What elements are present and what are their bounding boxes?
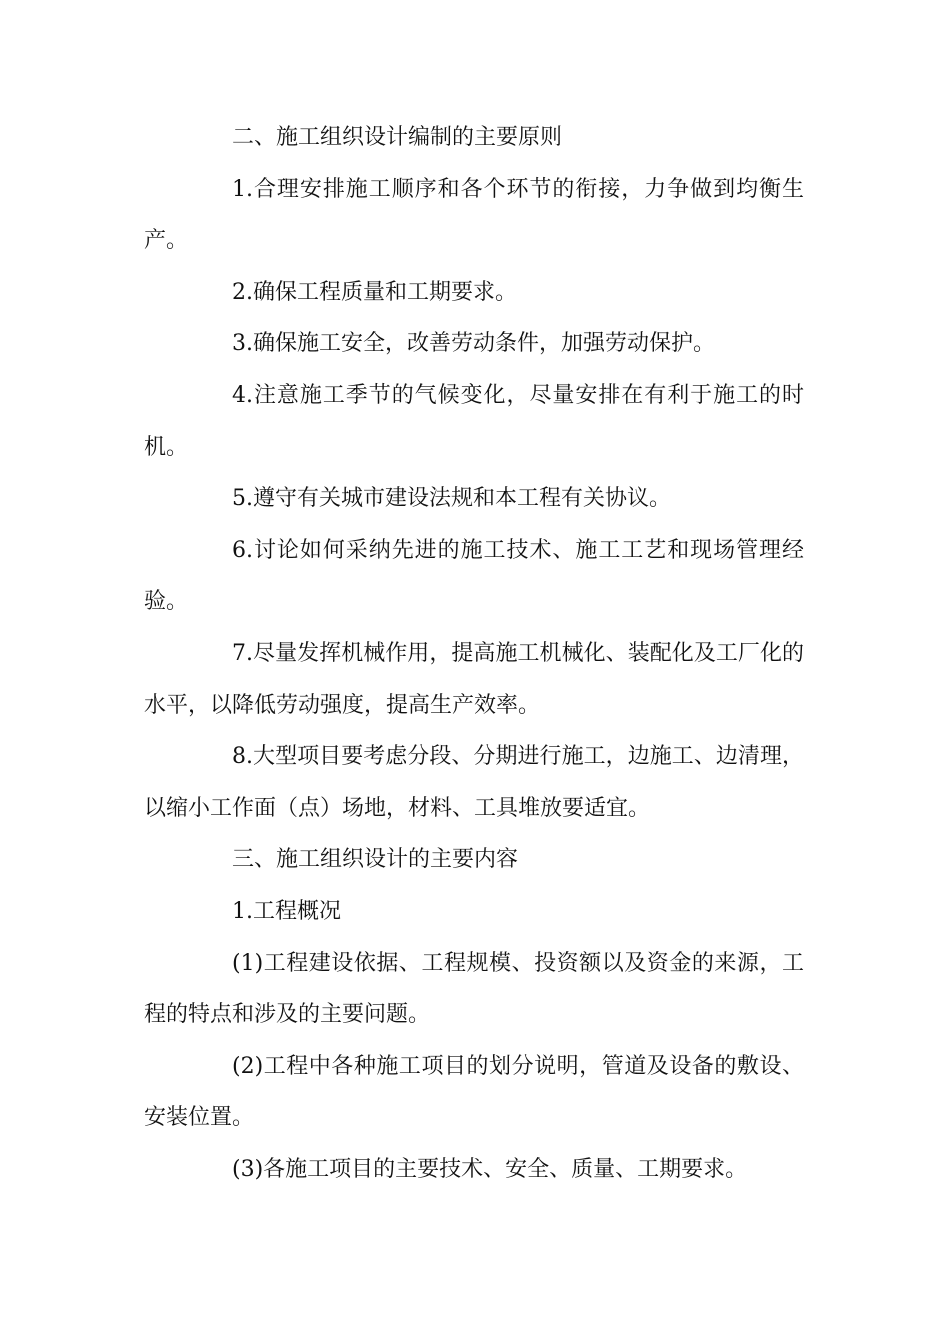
paragraph: 3.确保施工安全，改善劳动条件，加强劳动保护。 — [232, 331, 715, 357]
subsection-heading: 1.工程概况 — [232, 898, 341, 924]
document-body — [144, 112, 804, 1195]
paragraph: (1)工程建设依据、工程规模、投资额以及资金的来源，工程的特点和涉及的主要问题。 — [144, 950, 804, 1028]
paragraph: (3)各施工项目的主要技术、安全、质量、工期要求。 — [232, 1156, 748, 1182]
paragraph: 8.大型项目要考虑分段、分期进行施工，边施工、边清理，以缩小工作面（点）场地，材料、工具堆放要适宜。 — [144, 744, 804, 821]
paragraph: 5.遵守有关城市建设法规和本工程有关协议。 — [232, 486, 671, 512]
paragraph: 4.注意施工季节的气候变化，尽量安排在有利于施工的时机。 — [144, 382, 804, 460]
paragraph: 1.合理安排施工顺序和各个环节的衔接，力争做到均衡生产。 — [144, 176, 804, 254]
section-heading-principles: 二、施工组织设计编制的主要原则 — [232, 125, 563, 150]
paragraph: (2)工程中各种施工项目的划分说明，管道及设备的敷设、安装位置。 — [144, 1053, 804, 1131]
paragraph: 6.讨论如何采纳先进的施工技术、施工工艺和现场管理经验。 — [144, 537, 804, 615]
paragraph: 2.确保工程质量和工期要求。 — [232, 279, 517, 305]
section-heading-contents: 三、施工组织设计的主要内容 — [232, 847, 519, 873]
paragraph: 7.尽量发挥机械作用，提高施工机械化、装配化及工厂化的水平，以降低劳动强度，提高生产效率。 — [144, 640, 804, 718]
